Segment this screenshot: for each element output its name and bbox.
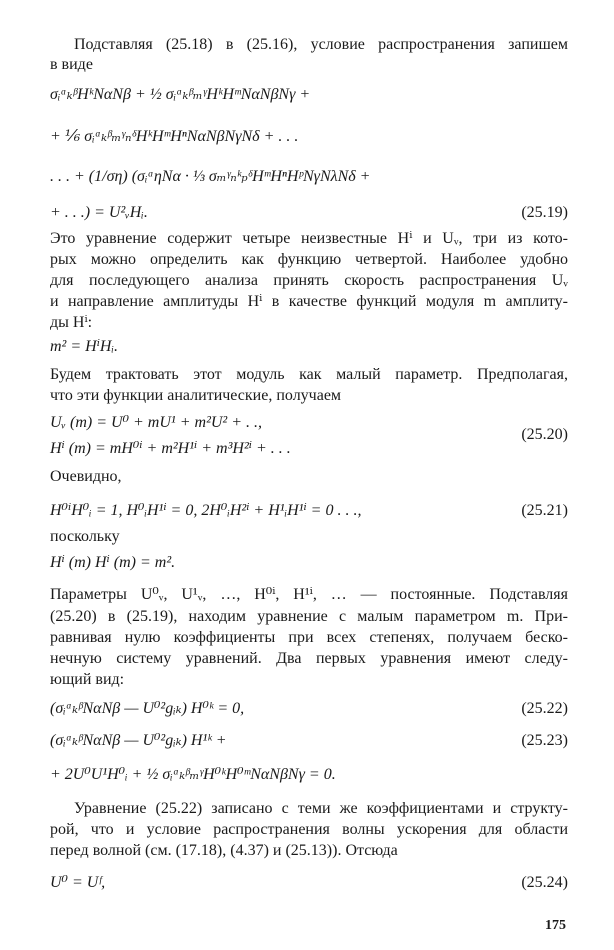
paragraph-line: нечную систему уравнений. Два первых уравнения имеют следу- (50, 650, 568, 667)
equation-line: Uᵥ (m) = U⁰ + mU¹ + m²U² + . ., (50, 414, 263, 431)
paragraph-line: в виде (50, 56, 93, 73)
equation-number: (25.21) (521, 502, 568, 519)
equation-line: Hⁱ (m) = mH⁰ⁱ + m²H¹ⁱ + m³H²ⁱ + . . . (50, 440, 291, 457)
equation-line: m² = HⁱHᵢ. (50, 338, 119, 355)
equation-number: (25.24) (521, 874, 568, 891)
paragraph-line: что эти функции аналитические, получаем (50, 387, 342, 404)
paragraph-line: ды Hⁱ: (50, 314, 93, 331)
equation-line: + . . .) = U²ᵥHᵢ. (50, 204, 148, 221)
equation-line: U⁰ = Uᶠ, (50, 874, 106, 891)
equation-line: + ⅙ σᵢᵅₖᵝₘᵞₙᵟHᵏHᵐHⁿNαNβNγNδ + . . . (50, 128, 299, 145)
equation-line: H⁰ⁱH⁰ᵢ = 1, H⁰ᵢH¹ⁱ = 0, 2H⁰ᵢH²ⁱ + H¹ᵢH¹ⁱ = 0 . . ., (50, 502, 362, 519)
paragraph-line: для последующего анализа принять скорость распространения Uᵥ (50, 272, 568, 289)
paragraph-line: перед волной (см. (17.18), (4.37) и (25.13)). Отсюда (50, 842, 398, 859)
paragraph-line: поскольку (50, 528, 120, 545)
equation-line: σᵢᵅₖᵝHᵏNαNβ + ½ σᵢᵅₖᵝₘᵞHᵏHᵐNαNβNγ + (50, 86, 311, 103)
equation-line: Hⁱ (m) Hⁱ (m) = m². (50, 554, 176, 571)
paragraph-line: Параметры U⁰ᵥ, U¹ᵥ, …, H⁰ⁱ, H¹ⁱ, … — постоянные. Подставляя (50, 586, 568, 603)
paragraph-line: Подставляя (25.18) в (25.16), условие распространения запишем (74, 36, 568, 53)
paragraph-line: Очевидно, (50, 468, 122, 485)
paragraph-line: ющий вид: (50, 671, 125, 688)
paragraph-line: Будем трактовать этот модуль как малый параметр. Предполагая, (50, 366, 568, 383)
page-number: 175 (545, 918, 566, 933)
equation-number: (25.23) (521, 732, 568, 749)
paragraph-line: равнивая нулю коэффициенты при всех степенях, получаем беско- (50, 629, 568, 646)
paragraph-line: Это уравнение содержит четыре неизвестные Hⁱ и Uᵥ, три из кото- (50, 230, 568, 247)
paragraph-line: рых можно определить как функцию четвертой. Наиболее удобно (50, 251, 568, 268)
equation-number: (25.19) (521, 204, 568, 221)
paragraph-line: рой, что и условие распространения волны ускорения для области (50, 821, 568, 838)
paragraph-line: Уравнение (25.22) записано с теми же коэффициентами и структу- (74, 800, 568, 817)
paragraph-line: и направление амплитуды Hⁱ в качестве функций модуля m амплиту- (50, 293, 568, 310)
equation-line: + 2U⁰U¹H⁰ᵢ + ½ σᵢᵅₖᵝₘᵞH⁰ᵏH⁰ᵐNαNβNγ = 0. (50, 766, 336, 783)
equation-number: (25.22) (521, 700, 568, 717)
equation-line: . . . + (1/ση) (σᵢᵅηNα · ⅓ σₘᵞₙᵏₚᵟHᵐHⁿHᵖNγNλNδ + (50, 168, 371, 185)
paragraph-line: (25.20) в (25.19), находим уравнение с малым параметром m. При- (50, 608, 568, 625)
equation-number: (25.20) (521, 426, 568, 443)
equation-line: (σᵢᵅₖᵝNαNβ — U⁰²gᵢₖ) H¹ᵏ + (50, 732, 227, 749)
equation-line: (σᵢᵅₖᵝNαNβ — U⁰²gᵢₖ) H⁰ᵏ = 0, (50, 700, 245, 717)
